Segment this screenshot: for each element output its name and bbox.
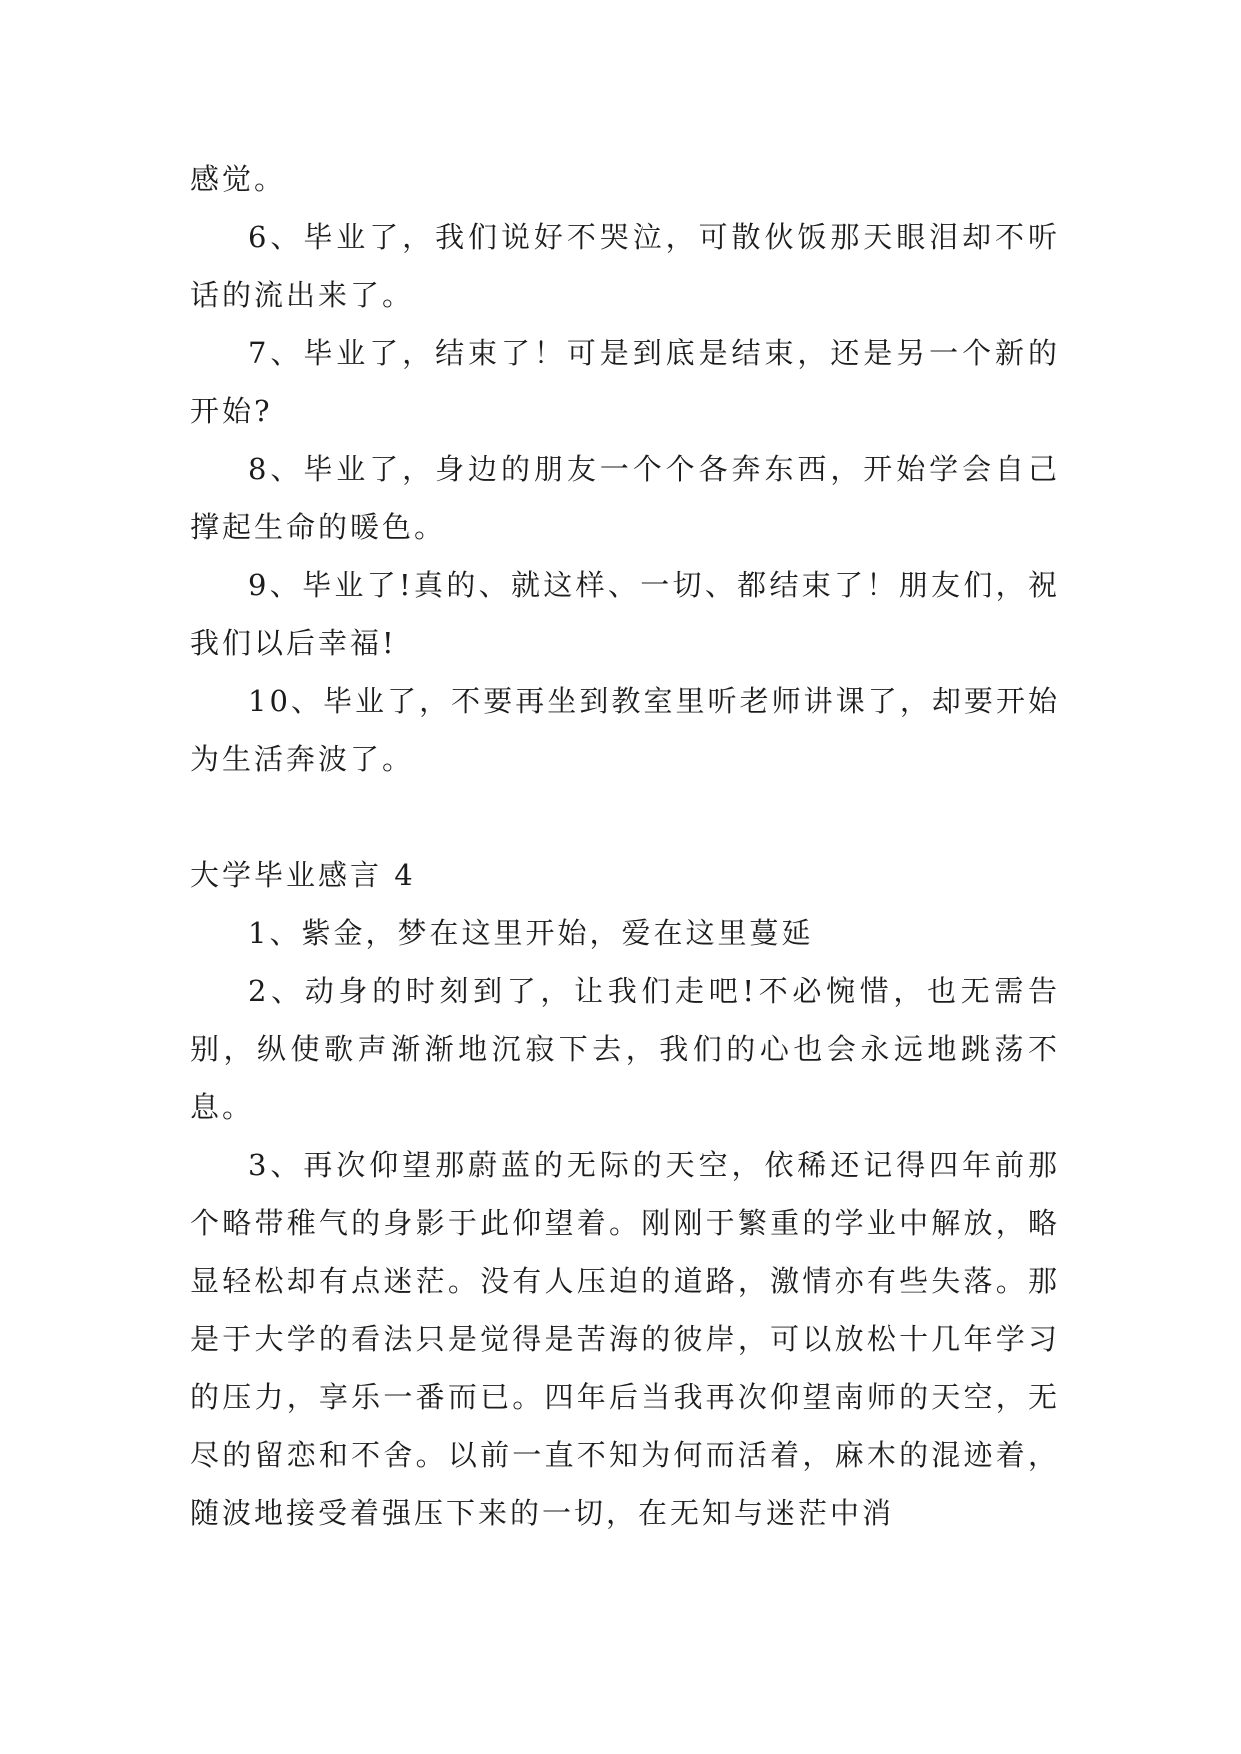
paragraph-continuation: 感觉。 <box>190 162 287 196</box>
paragraph-item-9: 9、毕业了!真的、就这样、一切、都结束了！朋友们，祝我们以后幸福! <box>190 568 1060 660</box>
paragraph-item-3: 3、再次仰望那蔚蓝的无际的天空，依稀还记得四年前那个略带稚气的身影于此仰望着。刚刚于繁重的学业中解放，略显轻松却有点迷茫。没有人压迫的道路，激情亦有些失落。那是于大学的看法只是觉得是苦海的彼岸，可以放松十几年学习的压力，享乐一番而已。四年后当我再次仰望南师的天空，无尽的留恋和不舍。以前一直不知为何而活着，麻木的混迹着，随波地接受着强压下来的一切，在无知与迷茫中消 <box>190 1148 1060 1530</box>
paragraph-item-8: 8、毕业了，身边的朋友一个个各奔东西，开始学会自己撑起生命的暖色。 <box>190 452 1060 544</box>
paragraph-item-1: 1、紫金，梦在这里开始，爱在这里蔓延 <box>248 916 814 950</box>
paragraph-item-2: 2、动身的时刻到了，让我们走吧!不必惋惜，也无需告别，纵使歌声渐渐地沉寂下去，我们的心也会永远地跳荡不息。 <box>190 974 1060 1124</box>
section-graduation-remarks-4 <box>190 846 1060 1542</box>
section-heading: 大学毕业感言 4 <box>190 858 416 892</box>
paragraph-item-7: 7、毕业了，结束了！可是到底是结束，还是另一个新的开始? <box>190 336 1060 428</box>
section-previous-continued <box>190 150 1060 788</box>
paragraph-item-10: 10、毕业了，不要再坐到教室里听老师讲课了，却要开始为生活奔波了。 <box>190 684 1060 776</box>
document-page <box>190 150 1060 1542</box>
paragraph-item-6: 6、毕业了，我们说好不哭泣，可散伙饭那天眼泪却不听话的流出来了。 <box>190 220 1060 312</box>
